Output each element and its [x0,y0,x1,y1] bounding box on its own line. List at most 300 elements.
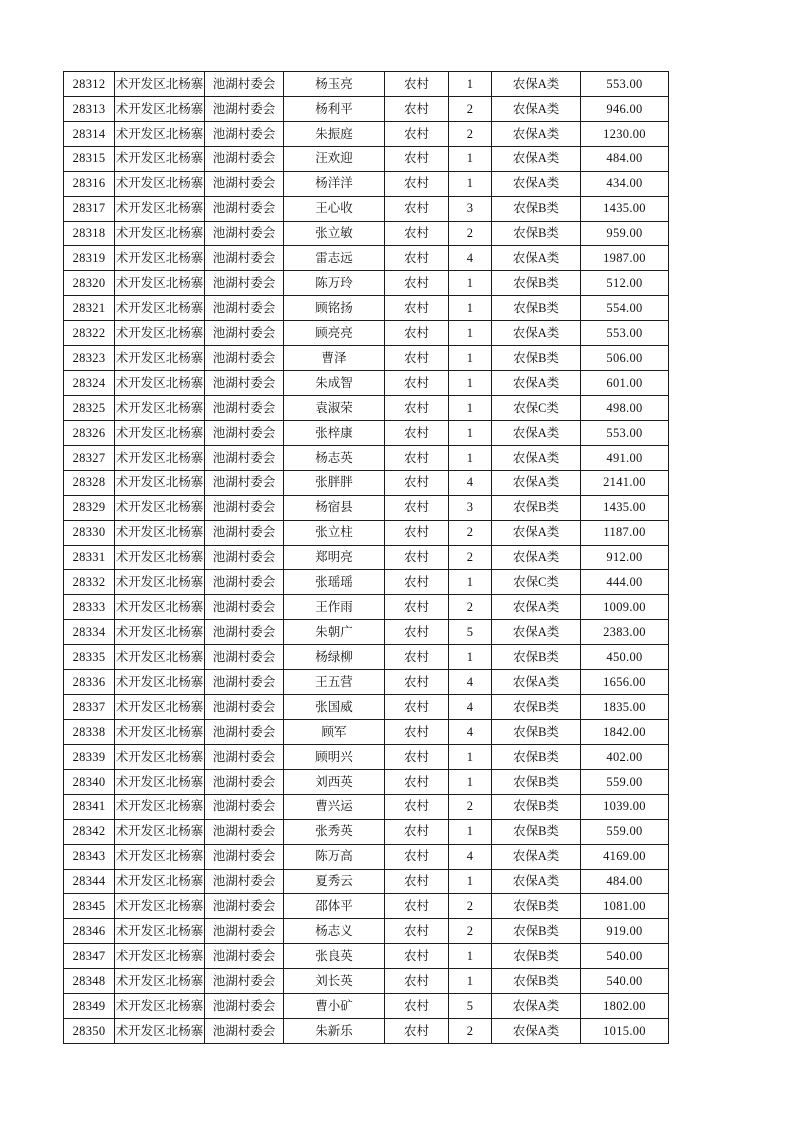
cell-person-count: 5 [449,994,492,1019]
cell-person-name: 刘西英 [284,769,385,794]
cell-residence-type: 农村 [385,670,449,695]
cell-residence-type: 农村 [385,445,449,470]
table-row [64,595,669,620]
cell-residence-type: 农村 [385,744,449,769]
table-row [64,72,669,97]
cell-person-name: 杨利平 [284,96,385,121]
cell-record-id: 28335 [64,645,115,670]
cell-amount: 1987.00 [581,246,669,271]
cell-person-name: 张立敏 [284,221,385,246]
cell-unit: 术开发区北杨寨 [115,221,205,246]
cell-unit: 术开发区北杨寨 [115,719,205,744]
cell-residence-type: 农村 [385,570,449,595]
cell-residence-type: 农村 [385,246,449,271]
cell-insurance-category: 农保A类 [492,72,581,97]
cell-amount: 553.00 [581,321,669,346]
cell-residence-type: 农村 [385,371,449,396]
cell-residence-type: 农村 [385,620,449,645]
cell-person-count: 1 [449,645,492,670]
cell-amount: 540.00 [581,969,669,994]
cell-village-committee: 池湖村委会 [205,246,284,271]
cell-record-id: 28321 [64,296,115,321]
table-row [64,545,669,570]
cell-village-committee: 池湖村委会 [205,719,284,744]
table-row [64,470,669,495]
table-row [64,371,669,396]
cell-unit: 术开发区北杨寨 [115,994,205,1019]
cell-person-count: 2 [449,121,492,146]
cell-person-count: 2 [449,894,492,919]
cell-person-count: 3 [449,196,492,221]
cell-amount: 1835.00 [581,695,669,720]
cell-insurance-category: 农保B类 [492,196,581,221]
cell-insurance-category: 农保B类 [492,894,581,919]
cell-amount: 1230.00 [581,121,669,146]
cell-person-count: 1 [449,570,492,595]
cell-unit: 术开发区北杨寨 [115,794,205,819]
cell-insurance-category: 农保B类 [492,794,581,819]
cell-amount: 554.00 [581,296,669,321]
cell-person-name: 顾铭扬 [284,296,385,321]
cell-record-id: 28313 [64,96,115,121]
cell-residence-type: 农村 [385,545,449,570]
cell-village-committee: 池湖村委会 [205,196,284,221]
cell-amount: 912.00 [581,545,669,570]
table-row [64,570,669,595]
cell-person-name: 张梓康 [284,420,385,445]
cell-insurance-category: 农保B类 [492,495,581,520]
table-row [64,719,669,744]
cell-record-id: 28324 [64,371,115,396]
cell-record-id: 28328 [64,470,115,495]
cell-person-count: 1 [449,969,492,994]
cell-person-name: 朱成智 [284,371,385,396]
cell-insurance-category: 农保A类 [492,520,581,545]
table-row [64,146,669,171]
cell-record-id: 28314 [64,121,115,146]
cell-record-id: 28350 [64,1019,115,1044]
cell-person-count: 1 [449,395,492,420]
cell-record-id: 28342 [64,819,115,844]
table-row [64,96,669,121]
cell-residence-type: 农村 [385,321,449,346]
cell-amount: 919.00 [581,919,669,944]
cell-residence-type: 农村 [385,221,449,246]
cell-village-committee: 池湖村委会 [205,620,284,645]
cell-person-count: 2 [449,545,492,570]
cell-village-committee: 池湖村委会 [205,819,284,844]
cell-unit: 术开发区北杨寨 [115,121,205,146]
cell-record-id: 28339 [64,744,115,769]
cell-amount: 553.00 [581,420,669,445]
cell-person-count: 1 [449,146,492,171]
cell-insurance-category: 农保B类 [492,769,581,794]
cell-insurance-category: 农保B类 [492,744,581,769]
cell-residence-type: 农村 [385,645,449,670]
cell-record-id: 28348 [64,969,115,994]
cell-unit: 术开发区北杨寨 [115,645,205,670]
cell-village-committee: 池湖村委会 [205,994,284,1019]
cell-person-count: 4 [449,719,492,744]
table-row [64,869,669,894]
table-row [64,844,669,869]
table-body [64,72,669,1044]
cell-person-name: 杨洋洋 [284,171,385,196]
cell-amount: 1039.00 [581,794,669,819]
cell-person-name: 雷志远 [284,246,385,271]
cell-amount: 402.00 [581,744,669,769]
cell-insurance-category: 农保A类 [492,420,581,445]
cell-record-id: 28317 [64,196,115,221]
cell-village-committee: 池湖村委会 [205,969,284,994]
cell-person-count: 2 [449,919,492,944]
cell-residence-type: 农村 [385,719,449,744]
cell-insurance-category: 农保C类 [492,570,581,595]
cell-record-id: 28325 [64,395,115,420]
cell-amount: 434.00 [581,171,669,196]
cell-amount: 1842.00 [581,719,669,744]
cell-village-committee: 池湖村委会 [205,769,284,794]
cell-unit: 术开发区北杨寨 [115,395,205,420]
cell-record-id: 28337 [64,695,115,720]
cell-amount: 946.00 [581,96,669,121]
cell-insurance-category: 农保A类 [492,545,581,570]
cell-person-count: 5 [449,620,492,645]
cell-amount: 484.00 [581,869,669,894]
cell-unit: 术开发区北杨寨 [115,819,205,844]
table-row [64,321,669,346]
cell-person-name: 顾军 [284,719,385,744]
cell-insurance-category: 农保A类 [492,371,581,396]
cell-unit: 术开发区北杨寨 [115,744,205,769]
cell-unit: 术开发区北杨寨 [115,969,205,994]
cell-person-name: 张国威 [284,695,385,720]
cell-record-id: 28329 [64,495,115,520]
cell-village-committee: 池湖村委会 [205,894,284,919]
cell-record-id: 28347 [64,944,115,969]
cell-residence-type: 农村 [385,894,449,919]
cell-person-count: 4 [449,695,492,720]
cell-person-count: 1 [449,819,492,844]
cell-village-committee: 池湖村委会 [205,570,284,595]
table-row [64,695,669,720]
cell-person-name: 郑明亮 [284,545,385,570]
cell-record-id: 28338 [64,719,115,744]
cell-insurance-category: 农保A类 [492,1019,581,1044]
cell-record-id: 28326 [64,420,115,445]
cell-person-count: 4 [449,246,492,271]
cell-village-committee: 池湖村委会 [205,371,284,396]
table-row [64,645,669,670]
cell-person-name: 杨志英 [284,445,385,470]
cell-record-id: 28341 [64,794,115,819]
cell-person-count: 2 [449,595,492,620]
cell-village-committee: 池湖村委会 [205,944,284,969]
cell-person-name: 王五营 [284,670,385,695]
cell-amount: 559.00 [581,819,669,844]
cell-person-name: 顾明兴 [284,744,385,769]
cell-record-id: 28349 [64,994,115,1019]
cell-person-name: 顾亮亮 [284,321,385,346]
cell-record-id: 28332 [64,570,115,595]
cell-person-name: 夏秀云 [284,869,385,894]
table-row [64,395,669,420]
cell-amount: 1435.00 [581,495,669,520]
cell-residence-type: 农村 [385,769,449,794]
table-row [64,794,669,819]
cell-record-id: 28322 [64,321,115,346]
cell-village-committee: 池湖村委会 [205,271,284,296]
cell-insurance-category: 农保A类 [492,171,581,196]
table-row [64,969,669,994]
cell-village-committee: 池湖村委会 [205,171,284,196]
cell-person-name: 汪欢迎 [284,146,385,171]
cell-person-count: 1 [449,296,492,321]
cell-unit: 术开发区北杨寨 [115,246,205,271]
cell-unit: 术开发区北杨寨 [115,545,205,570]
cell-amount: 559.00 [581,769,669,794]
cell-amount: 1187.00 [581,520,669,545]
cell-residence-type: 农村 [385,346,449,371]
cell-amount: 450.00 [581,645,669,670]
cell-insurance-category: 农保A类 [492,445,581,470]
cell-insurance-category: 农保B类 [492,346,581,371]
cell-amount: 2141.00 [581,470,669,495]
cell-insurance-category: 农保B类 [492,645,581,670]
table-row [64,1019,669,1044]
cell-village-committee: 池湖村委会 [205,146,284,171]
cell-unit: 术开发区北杨寨 [115,171,205,196]
cell-residence-type: 农村 [385,146,449,171]
cell-village-committee: 池湖村委会 [205,1019,284,1044]
cell-person-count: 3 [449,495,492,520]
cell-person-count: 2 [449,96,492,121]
table-row [64,520,669,545]
cell-amount: 512.00 [581,271,669,296]
cell-insurance-category: 农保B类 [492,221,581,246]
table-row [64,944,669,969]
cell-unit: 术开发区北杨寨 [115,495,205,520]
cell-village-committee: 池湖村委会 [205,470,284,495]
cell-record-id: 28345 [64,894,115,919]
cell-insurance-category: 农保A类 [492,869,581,894]
cell-village-committee: 池湖村委会 [205,545,284,570]
cell-person-name: 陈万玲 [284,271,385,296]
cell-residence-type: 农村 [385,695,449,720]
table-row [64,744,669,769]
cell-record-id: 28330 [64,520,115,545]
cell-residence-type: 农村 [385,969,449,994]
cell-unit: 术开发区北杨寨 [115,346,205,371]
cell-person-name: 王心收 [284,196,385,221]
cell-unit: 术开发区北杨寨 [115,869,205,894]
cell-person-name: 曹泽 [284,346,385,371]
cell-village-committee: 池湖村委会 [205,96,284,121]
cell-residence-type: 农村 [385,869,449,894]
cell-person-name: 曹兴运 [284,794,385,819]
cell-village-committee: 池湖村委会 [205,495,284,520]
cell-insurance-category: 农保A类 [492,470,581,495]
cell-residence-type: 农村 [385,595,449,620]
cell-unit: 术开发区北杨寨 [115,420,205,445]
cell-village-committee: 池湖村委会 [205,445,284,470]
table-row [64,894,669,919]
cell-residence-type: 农村 [385,794,449,819]
table-row [64,246,669,271]
table-row [64,121,669,146]
cell-village-committee: 池湖村委会 [205,296,284,321]
cell-insurance-category: 农保A类 [492,670,581,695]
cell-record-id: 28312 [64,72,115,97]
table-row [64,769,669,794]
cell-record-id: 28336 [64,670,115,695]
cell-person-count: 2 [449,520,492,545]
cell-village-committee: 池湖村委会 [205,520,284,545]
cell-amount: 1435.00 [581,196,669,221]
cell-village-committee: 池湖村委会 [205,744,284,769]
table-row [64,221,669,246]
cell-person-name: 袁淑荣 [284,395,385,420]
cell-amount: 506.00 [581,346,669,371]
cell-person-count: 2 [449,221,492,246]
cell-person-name: 杨绿柳 [284,645,385,670]
cell-unit: 术开发区北杨寨 [115,944,205,969]
cell-person-count: 1 [449,346,492,371]
cell-unit: 术开发区北杨寨 [115,769,205,794]
cell-amount: 601.00 [581,371,669,396]
cell-person-name: 杨宿县 [284,495,385,520]
cell-person-name: 朱振庭 [284,121,385,146]
cell-insurance-category: 农保B类 [492,296,581,321]
cell-village-committee: 池湖村委会 [205,595,284,620]
cell-amount: 540.00 [581,944,669,969]
cell-person-name: 杨玉亮 [284,72,385,97]
cell-person-count: 1 [449,869,492,894]
cell-insurance-category: 农保B类 [492,969,581,994]
cell-record-id: 28344 [64,869,115,894]
cell-unit: 术开发区北杨寨 [115,695,205,720]
cell-residence-type: 农村 [385,844,449,869]
cell-insurance-category: 农保A类 [492,121,581,146]
cell-unit: 术开发区北杨寨 [115,520,205,545]
cell-insurance-category: 农保B类 [492,819,581,844]
cell-record-id: 28340 [64,769,115,794]
cell-residence-type: 农村 [385,395,449,420]
cell-person-count: 1 [449,769,492,794]
cell-village-committee: 池湖村委会 [205,844,284,869]
table-row [64,994,669,1019]
cell-unit: 术开发区北杨寨 [115,919,205,944]
cell-residence-type: 农村 [385,520,449,545]
cell-person-name: 杨志义 [284,919,385,944]
cell-person-count: 1 [449,271,492,296]
cell-unit: 术开发区北杨寨 [115,595,205,620]
cell-record-id: 28333 [64,595,115,620]
cell-insurance-category: 农保B类 [492,719,581,744]
cell-person-count: 1 [449,944,492,969]
cell-amount: 959.00 [581,221,669,246]
table-row [64,495,669,520]
table-row [64,420,669,445]
cell-person-count: 1 [449,321,492,346]
cell-amount: 491.00 [581,445,669,470]
cell-insurance-category: 农保A类 [492,994,581,1019]
cell-amount: 484.00 [581,146,669,171]
cell-person-name: 张胖胖 [284,470,385,495]
cell-person-name: 朱新乐 [284,1019,385,1044]
cell-insurance-category: 农保B类 [492,695,581,720]
cell-residence-type: 农村 [385,470,449,495]
cell-person-count: 4 [449,670,492,695]
cell-amount: 1656.00 [581,670,669,695]
cell-record-id: 28343 [64,844,115,869]
cell-residence-type: 农村 [385,919,449,944]
cell-village-committee: 池湖村委会 [205,321,284,346]
cell-record-id: 28316 [64,171,115,196]
cell-unit: 术开发区北杨寨 [115,1019,205,1044]
cell-unit: 术开发区北杨寨 [115,72,205,97]
cell-amount: 1015.00 [581,1019,669,1044]
cell-village-committee: 池湖村委会 [205,121,284,146]
cell-insurance-category: 农保A类 [492,595,581,620]
cell-village-committee: 池湖村委会 [205,645,284,670]
cell-record-id: 28315 [64,146,115,171]
cell-person-count: 4 [449,470,492,495]
cell-unit: 术开发区北杨寨 [115,96,205,121]
cell-residence-type: 农村 [385,296,449,321]
cell-unit: 术开发区北杨寨 [115,271,205,296]
cell-unit: 术开发区北杨寨 [115,894,205,919]
cell-residence-type: 农村 [385,121,449,146]
cell-village-committee: 池湖村委会 [205,869,284,894]
table-row [64,670,669,695]
cell-village-committee: 池湖村委会 [205,221,284,246]
cell-residence-type: 农村 [385,196,449,221]
cell-village-committee: 池湖村委会 [205,695,284,720]
cell-village-committee: 池湖村委会 [205,72,284,97]
table-row [64,196,669,221]
cell-amount: 4169.00 [581,844,669,869]
cell-unit: 术开发区北杨寨 [115,670,205,695]
table-row [64,620,669,645]
table-row [64,346,669,371]
cell-residence-type: 农村 [385,96,449,121]
cell-person-count: 4 [449,844,492,869]
cell-person-count: 1 [449,171,492,196]
cell-residence-type: 农村 [385,495,449,520]
cell-unit: 术开发区北杨寨 [115,445,205,470]
cell-unit: 术开发区北杨寨 [115,620,205,645]
cell-insurance-category: 农保A类 [492,146,581,171]
cell-person-count: 1 [449,371,492,396]
cell-village-committee: 池湖村委会 [205,794,284,819]
cell-amount: 498.00 [581,395,669,420]
cell-person-count: 1 [449,744,492,769]
cell-amount: 1081.00 [581,894,669,919]
cell-village-committee: 池湖村委会 [205,919,284,944]
cell-residence-type: 农村 [385,994,449,1019]
cell-person-name: 陈万高 [284,844,385,869]
cell-record-id: 28334 [64,620,115,645]
cell-record-id: 28320 [64,271,115,296]
cell-person-name: 张瑶瑶 [284,570,385,595]
cell-insurance-category: 农保A类 [492,246,581,271]
cell-person-name: 王作雨 [284,595,385,620]
table-row [64,271,669,296]
cell-amount: 2383.00 [581,620,669,645]
cell-record-id: 28327 [64,445,115,470]
cell-insurance-category: 农保C类 [492,395,581,420]
